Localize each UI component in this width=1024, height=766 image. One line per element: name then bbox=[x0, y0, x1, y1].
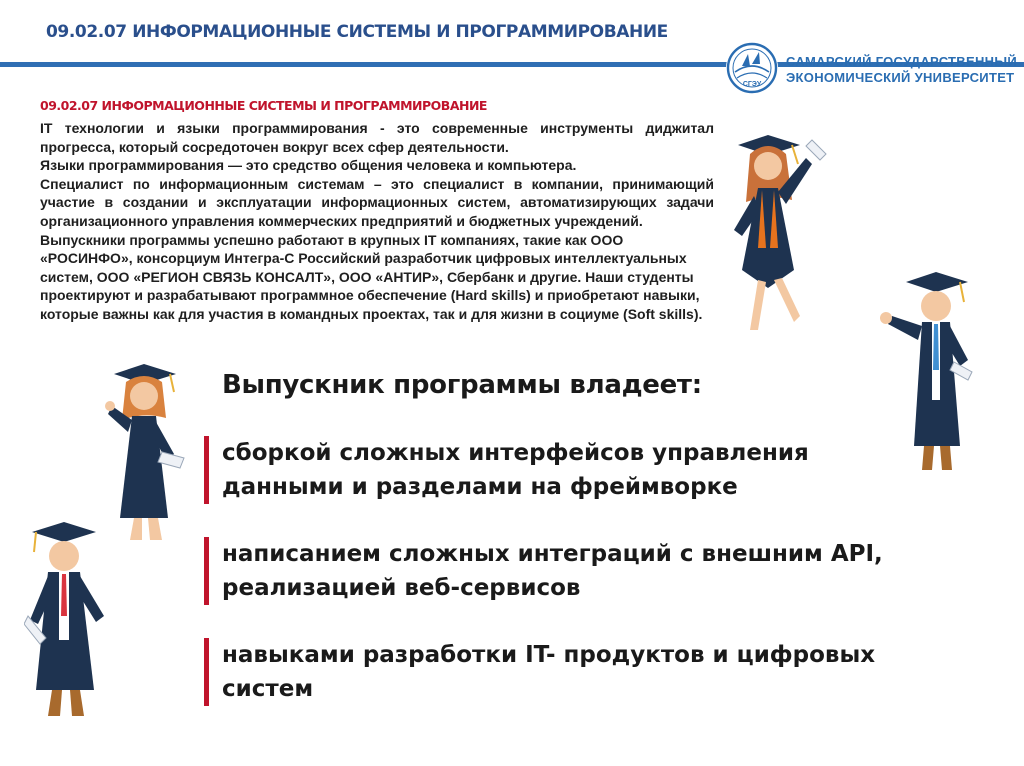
university-name-line1: САМАРСКИЙ ГОСУДАРСТВЕННЫЙ bbox=[786, 54, 1018, 69]
skill-item bbox=[204, 436, 982, 504]
section-heading: 09.02.07 ИНФОРМАЦИОННЫЕ СИСТЕМЫ И ПРОГРАММИРОВАНИЕ bbox=[40, 98, 487, 113]
page-title: 09.02.07 ИНФОРМАЦИОННЫЕ СИСТЕМЫ И ПРОГРАММИРОВАНИЕ bbox=[46, 22, 668, 42]
description-paragraph: Языки программирования — это средство общения человека и компьютера. bbox=[40, 157, 577, 174]
graduate-illustration bbox=[24, 520, 120, 726]
skill-text-line: навыками разработки IT- продуктов и цифровых bbox=[222, 642, 876, 668]
skill-text-line: написанием сложных интеграций с внешним API, bbox=[222, 541, 883, 567]
skills-title: Выпускник программы владеет: bbox=[222, 370, 702, 400]
university-name-line2: ЭКОНОМИЧЕСКИЙ УНИВЕРСИТЕТ bbox=[786, 70, 1015, 85]
skill-item bbox=[204, 638, 982, 706]
university-logo-icon bbox=[726, 42, 778, 94]
description-paragraph: IT технологии и языки программирования - это современные инструменты диджитал прогресса, который сосредоточен вокруг всех сфер деятельности. bbox=[40, 120, 714, 155]
skill-text-line: систем bbox=[222, 676, 314, 702]
skill-text-line: сборкой сложных интерфейсов управления bbox=[222, 440, 809, 466]
program-description bbox=[40, 119, 714, 324]
university-name bbox=[786, 54, 1017, 86]
graduate-illustration bbox=[874, 270, 974, 480]
description-paragraph: Специалист по информационным системам – это специалист в компании, принимающий участие в создании и эксплуатации информационных систем, автоматизирующих задачи организационного управления коммерческих предприятий и бюджетных учреждений. bbox=[40, 175, 714, 229]
logo-text: СГЭУ bbox=[742, 81, 762, 88]
description-paragraph: Выпускники программы успешно работают в крупных IT компаниях, такие как ООО «РОСИНФО», консорциум Интегра-С Российский разработчик цифровых интеллектуальных систем, ООО «РЕГИОН СВЯЗЬ КОНСАЛТ», ООО «АНТИР», Сбербанк и другие. Наши студенты проектируют и разрабатывают программное обеспечение (Hard skills) и приобретают навыки, которые важны как для участия в командных проектах, так и для жизни в социуме (Soft skills). bbox=[40, 231, 703, 322]
skill-item bbox=[204, 537, 982, 605]
skill-text-line: реализацией веб-сервисов bbox=[222, 575, 581, 601]
skill-text-line: данными и разделами на фреймворке bbox=[222, 474, 738, 500]
graduate-illustration bbox=[728, 130, 838, 340]
